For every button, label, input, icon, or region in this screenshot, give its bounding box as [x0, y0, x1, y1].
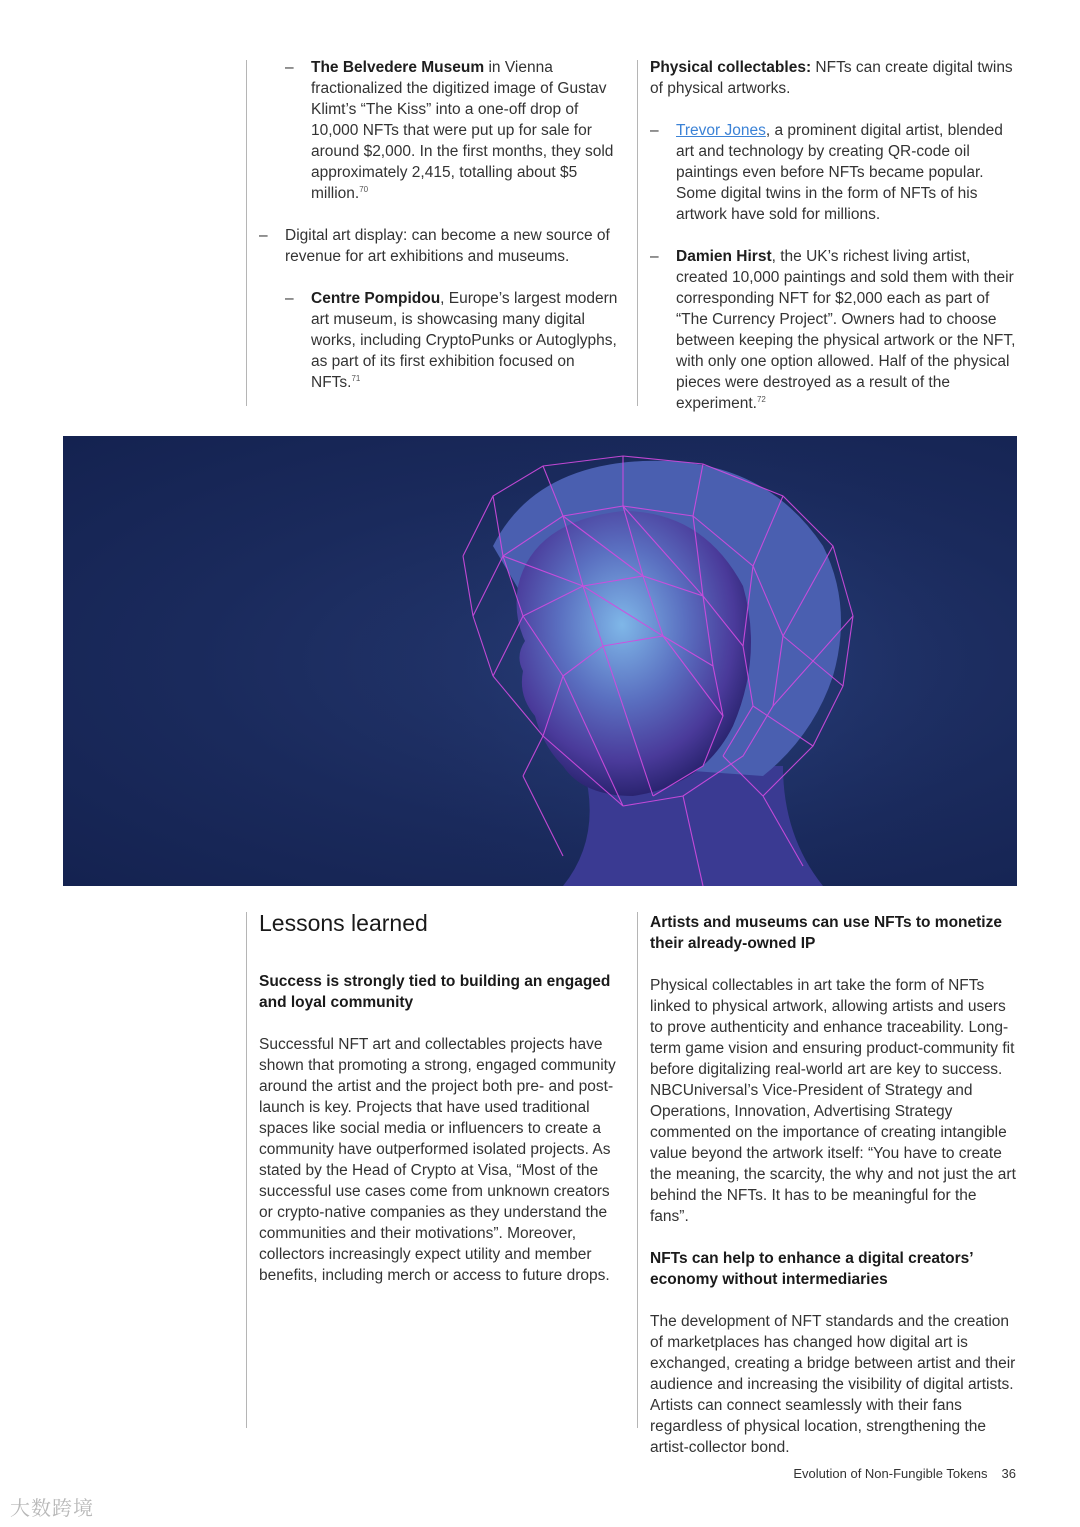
page-number: 36	[1001, 1466, 1016, 1481]
top-left-column	[259, 57, 624, 414]
top-right-column	[650, 57, 1018, 435]
footnote-ref[interactable]: 70	[359, 185, 369, 194]
subheading-community: Success is strongly tied to building an engaged and loyal community	[259, 973, 611, 1011]
paragraph-creators-economy: The development of NFT standards and the creation of marketplaces has changed how digital art is exchanged, creating a bridge between artist and their audience and increasing the visibility of digital artists. Artists can connect seamlessly with their fans regardless of physical location, strengthening the artist-collector bond.	[650, 1313, 1016, 1456]
damien-hirst-item	[650, 246, 1018, 414]
belvedere-item	[285, 57, 624, 204]
dash-bullet: –	[259, 227, 268, 244]
trevor-jones-item	[650, 120, 1018, 225]
footnote-ref[interactable]: 71	[351, 374, 361, 383]
trevor-jones-link[interactable]: Trevor Jones	[676, 122, 766, 139]
dash-bullet: –	[650, 248, 659, 265]
paragraph-monetize-ip: Physical collectables in art take the form of NFTs linked to physical artwork, allowing artists and users to prove authenticity and enhance traceability. Long-term game vision and ensuring product-community fit before digitalizing real-world art are key to success. NBCUniversal’s Vice-President of Strategy and Operations, Innovation, Advertising Strategy commented on the importance of creating intangible value beyond the artwork itself: “You have to create the meaning, the scarcity, the why and not just the art behind the NFTs. It has to be meaningful for the fans”.	[650, 977, 1016, 1225]
paragraph-community: Successful NFT art and collectables projects have shown that promoting a strong, engaged community around the artist and the project both pre- and post-launch is key. Projects that have used traditional spaces like social media or influencers to create a community have outperformed isolated projects. As stated by the Head of Crypto at Visa, “Most of the successful use cases come from unknown creators or crypto-native companies as they understand the communities and their motivations”. Moreover, collectors increasingly expect utility and member benefits, including merch or access to future drops.	[259, 1036, 616, 1284]
document-title: Evolution of Non-Fungible Tokens	[793, 1466, 988, 1481]
pompidou-name: Centre Pompidou	[311, 290, 441, 307]
wireframe-bust-illustration	[63, 436, 1017, 886]
belvedere-text: in Vienna fractionalized the digitized image of Gustav Klimt’s “The Kiss” into a one-off drop of 10,000 NFTs that were put up for sale for around $2,000. In the first months, they sold approximately 2,415, totalling about $5 million.	[311, 59, 614, 202]
hero-image-wireframe-bust	[63, 436, 1017, 886]
column-rule-bottom-left	[246, 912, 247, 1428]
digital-display-text: Digital art display: can become a new source of revenue for art exhibitions and museums.	[285, 227, 610, 265]
column-rule-top-right	[637, 60, 638, 406]
dash-bullet: –	[285, 290, 294, 307]
footnote-ref[interactable]: 72	[756, 395, 766, 404]
page-footer	[793, 1466, 1016, 1481]
belvedere-name: The Belvedere Museum	[311, 59, 485, 76]
column-rule-top-left	[246, 60, 247, 406]
watermark-logo: 大数跨境	[10, 1498, 94, 1520]
column-rule-bottom-right	[637, 912, 638, 1428]
hirst-text: , the UK’s richest living artist, created 10,000 paintings and sold them with their corresponding NFT for $2,000 each as part of “The Currency Project”. Owners had to choose between keeping the physical artwork or the NFT, with only one option allowed. Half of the physical pieces were destroyed as a result of the experiment.	[676, 248, 1016, 412]
subheading-monetize-ip: Artists and museums can use NFTs to monetize their already-owned IP	[650, 914, 1002, 952]
subheading-creators-economy: NFTs can help to enhance a digital creators’ economy without intermediaries	[650, 1250, 973, 1288]
physical-collectables-intro	[650, 57, 1018, 99]
pompidou-text: , Europe’s largest modern art museum, is showcasing many digital works, including CryptoPunks or Autoglyphs, as part of its first exhibition focused on NFTs.	[311, 290, 618, 391]
trevor-text: , a prominent digital artist, blended art and technology by creating QR-code oil paintings even before NFTs became popular. Some digital twins in the form of NFTs of his artwork have sold for millions.	[676, 122, 1003, 223]
pompidou-item	[285, 288, 624, 393]
dash-bullet: –	[285, 59, 294, 76]
digital-display-item	[259, 225, 624, 267]
hirst-name: Damien Hirst	[676, 248, 772, 265]
physical-text: NFTs can create digital twins of physical artworks.	[650, 59, 1013, 97]
bottom-right-column	[650, 912, 1018, 1479]
section-title: Lessons learned	[259, 910, 428, 936]
physical-label: Physical collectables:	[650, 59, 812, 76]
bottom-left-column	[259, 909, 627, 1307]
dash-bullet: –	[650, 122, 659, 139]
